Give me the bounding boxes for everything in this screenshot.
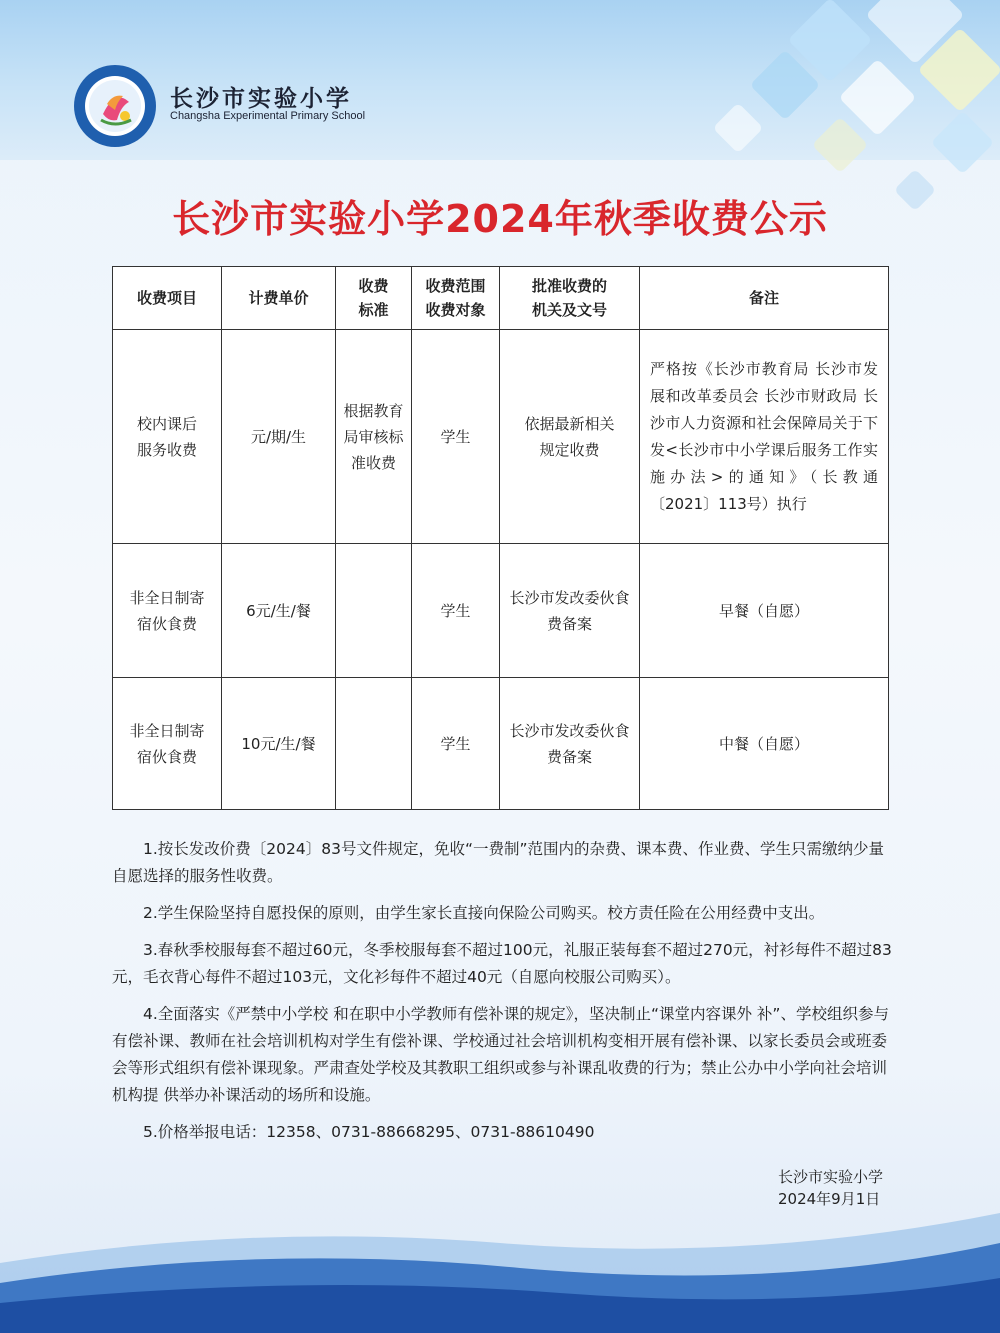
fee-table [112, 266, 889, 810]
col-header-scope: 收费范围 收费对象 [412, 267, 500, 330]
col-header-item: 收费项目 [113, 267, 222, 330]
col-header-price: 计费单价 [222, 267, 336, 330]
signature-date: 2024年9月1日 [778, 1190, 881, 1208]
note-item: 4.全面落实《严禁中小学校 和在职中小学教师有偿补课的规定》，坚决制止“课堂内容课外 补”、学校组织参与有偿补课、教师在社会培训机构对学生有偿补课、学校通过社会培训机构变相开展有偿补课、以家长委员会或班委会等形式组织有偿补课现象。严肃查处学校及其教职工组织或参与补课乱收费的行为；禁止公办中小学向社会培训机构提 供举办补课活动的场所和设施。 [112, 1005, 889, 1104]
page-title: 长沙市实验小学2024年秋季收费公示 [172, 197, 828, 241]
bottom-wave-decoration [0, 1173, 1000, 1333]
cell-standard [336, 678, 412, 810]
cell-scope: 学生 [412, 678, 500, 810]
school-logo-icon [73, 64, 157, 148]
cell-scope: 学生 [412, 544, 500, 678]
table-row [113, 678, 889, 810]
cell-remark: 早餐（自愿） [640, 544, 889, 678]
cell-item: 非全日制寄 宿伙食费 [113, 544, 222, 678]
table-header-row [113, 267, 889, 330]
cell-remark: 严格按《长沙市教育局 长沙市发展和改革委员会 长沙市财政局 长沙市人力资源和社会保障局关于下发<长沙市中小学课后服务工作实施办法>的通知》（长教通〔2021〕113号）执行 [640, 330, 889, 544]
cell-standard [336, 544, 412, 678]
cell-authority: 依据最新相关 规定收费 [500, 330, 640, 544]
cell-remark: 中餐（自愿） [640, 678, 889, 810]
col-header-standard: 收费 标准 [336, 267, 412, 330]
cell-price: 元/期/生 [222, 330, 336, 544]
school-name-en: Changsha Experimental Primary School [170, 110, 366, 122]
col-header-authority: 批准收费的 机关及文号 [500, 267, 640, 330]
notes-section [112, 836, 892, 1156]
cell-standard: 根据教育 局审核标 准收费 [336, 330, 412, 544]
cell-scope: 学生 [412, 330, 500, 544]
note-item: 2.学生保险坚持自愿投保的原则，由学生家长直接向保险公司购买。校方责任险在公用经费中支出。 [143, 904, 825, 922]
table-row [113, 330, 889, 544]
col-header-remark: 备注 [640, 267, 889, 330]
cell-authority: 长沙市发改委伙食 费备案 [500, 544, 640, 678]
cell-item: 非全日制寄 宿伙食费 [113, 678, 222, 810]
cell-price: 6元/生/餐 [222, 544, 336, 678]
signature-org: 长沙市实验小学 [778, 1168, 884, 1186]
note-item: 1.按长发改价费〔2024〕83号文件规定，免收“一费制”范围内的杂费、课本费、作业费、学生只需缴纳少量自愿选择的服务性收费。 [112, 840, 885, 885]
cell-price: 10元/生/餐 [222, 678, 336, 810]
cell-authority: 长沙市发改委伙食 费备案 [500, 678, 640, 810]
note-item: 5.价格举报电话：12358、0731-88668295、0731-88610490 [143, 1123, 595, 1141]
table-row [113, 544, 889, 678]
cell-item: 校内课后 服务收费 [113, 330, 222, 544]
note-item: 3.春秋季校服每套不超过60元，冬季校服每套不超过100元，礼服正装每套不超过270元，衬衫每件不超过83元，毛衣背心每件不超过103元，文化衫每件不超过40元（自愿向校服公司购买）。 [112, 941, 892, 986]
school-name-cn: 长沙市实验小学 [170, 86, 352, 112]
